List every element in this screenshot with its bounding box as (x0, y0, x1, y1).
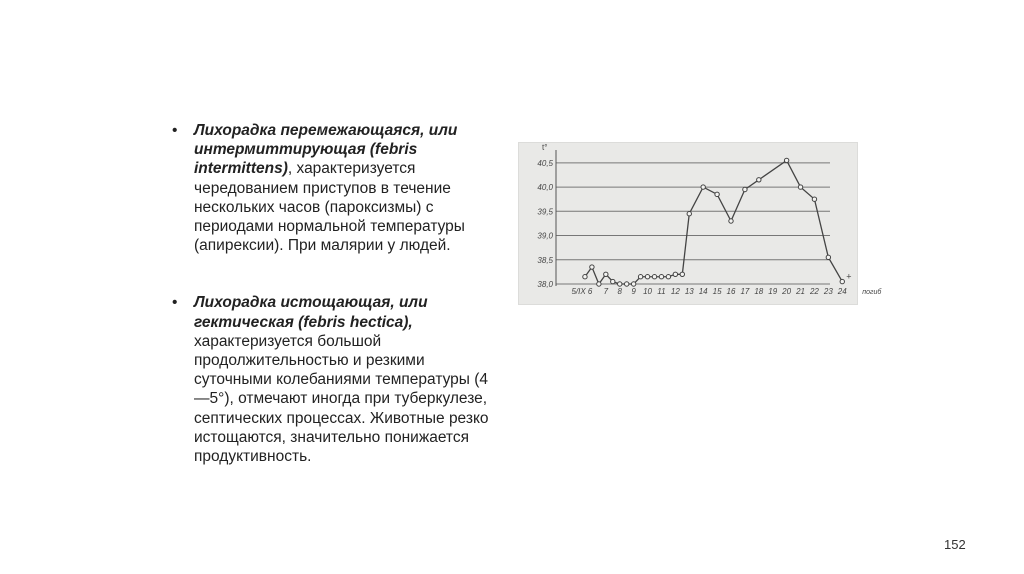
x-tick-label: 8 (617, 287, 622, 296)
data-point (624, 282, 628, 286)
data-point (840, 279, 844, 283)
x-tick-label: 10 (643, 287, 652, 296)
x-tick-label: 17 (740, 287, 750, 296)
bullet-item-hectic (170, 293, 500, 466)
death-marker: + (846, 271, 852, 282)
data-point (826, 255, 830, 259)
bullet-text: характеризуется большой продолжительностью и резкими суточными колебаниями температуры (4—5°), отмечают иногда при туберкулезе, септических процессах. Животные резко истощаются, значительно понижается продуктивность. (194, 332, 489, 466)
bullet-marker: • (172, 294, 178, 312)
x-tick-label: 9 (631, 287, 636, 296)
page-number: 152 (944, 537, 966, 552)
data-point (659, 275, 663, 279)
data-point (757, 178, 761, 182)
data-point (743, 187, 747, 191)
data-point (652, 275, 656, 279)
y-tick-label: 40,5 (537, 158, 553, 168)
data-point (812, 197, 816, 201)
x-tick-label: 19 (768, 287, 778, 296)
x-tick-label: 12 (670, 287, 680, 296)
data-point (638, 275, 642, 279)
x-tick-label: 20 (782, 287, 792, 296)
y-tick-label: 38,5 (537, 255, 553, 265)
x-tick-label: 24 (837, 287, 847, 296)
data-point (645, 275, 649, 279)
x-tick-label: 23 (823, 287, 833, 296)
x-end-note: погиб (862, 289, 882, 296)
data-point (715, 192, 719, 196)
x-tick-label: 18 (754, 287, 764, 296)
data-point (784, 158, 788, 162)
bullet-marker: • (172, 122, 178, 139)
data-point (618, 282, 622, 286)
data-point (729, 219, 733, 223)
bullet-text: , характеризуется чередованием приступов в течение нескольких часов (пароксизмы) с периодами нормальной температуры (апирексии). При малярии у людей. (194, 160, 465, 255)
data-point (631, 282, 635, 286)
x-tick-label: 15 (712, 287, 722, 296)
x-tick-label: 16 (726, 287, 736, 296)
x-tick-label: 7 (603, 287, 609, 296)
bullet-item-intermittent (170, 121, 500, 255)
data-point (604, 272, 608, 276)
temperature-chart-figure (518, 142, 882, 305)
x-tick-label: 13 (684, 287, 694, 296)
temperature-chart (518, 142, 882, 305)
bullet-title: Лихорадка перемежающаяся, или интермиттирующая (febris intermittens) (194, 122, 458, 178)
y-tick-label: 39,5 (537, 207, 553, 217)
data-point (687, 212, 691, 216)
data-point (680, 272, 684, 276)
y-tick-label: 38,0 (537, 280, 553, 289)
bullet-list (170, 121, 500, 504)
data-point (611, 279, 615, 283)
data-point (798, 185, 802, 189)
x-tick-label: 14 (698, 287, 708, 296)
x-tick-label: 21 (796, 287, 805, 296)
x-tick-label: 22 (809, 287, 819, 296)
data-point (597, 282, 601, 286)
bullet-title: Лихорадка истощающая, или гектическая (febris hectica), (194, 294, 428, 331)
x-tick-label: 5/IX 6 (571, 287, 593, 296)
data-point (583, 275, 587, 279)
y-axis-label: t° (542, 143, 548, 152)
temperature-series-line (585, 160, 842, 284)
data-point (590, 265, 594, 269)
y-tick-label: 40,0 (537, 183, 553, 193)
data-point (673, 272, 677, 276)
data-point (666, 275, 670, 279)
y-tick-label: 39,0 (537, 231, 553, 241)
x-tick-label: 11 (657, 287, 666, 296)
data-point (701, 185, 705, 189)
